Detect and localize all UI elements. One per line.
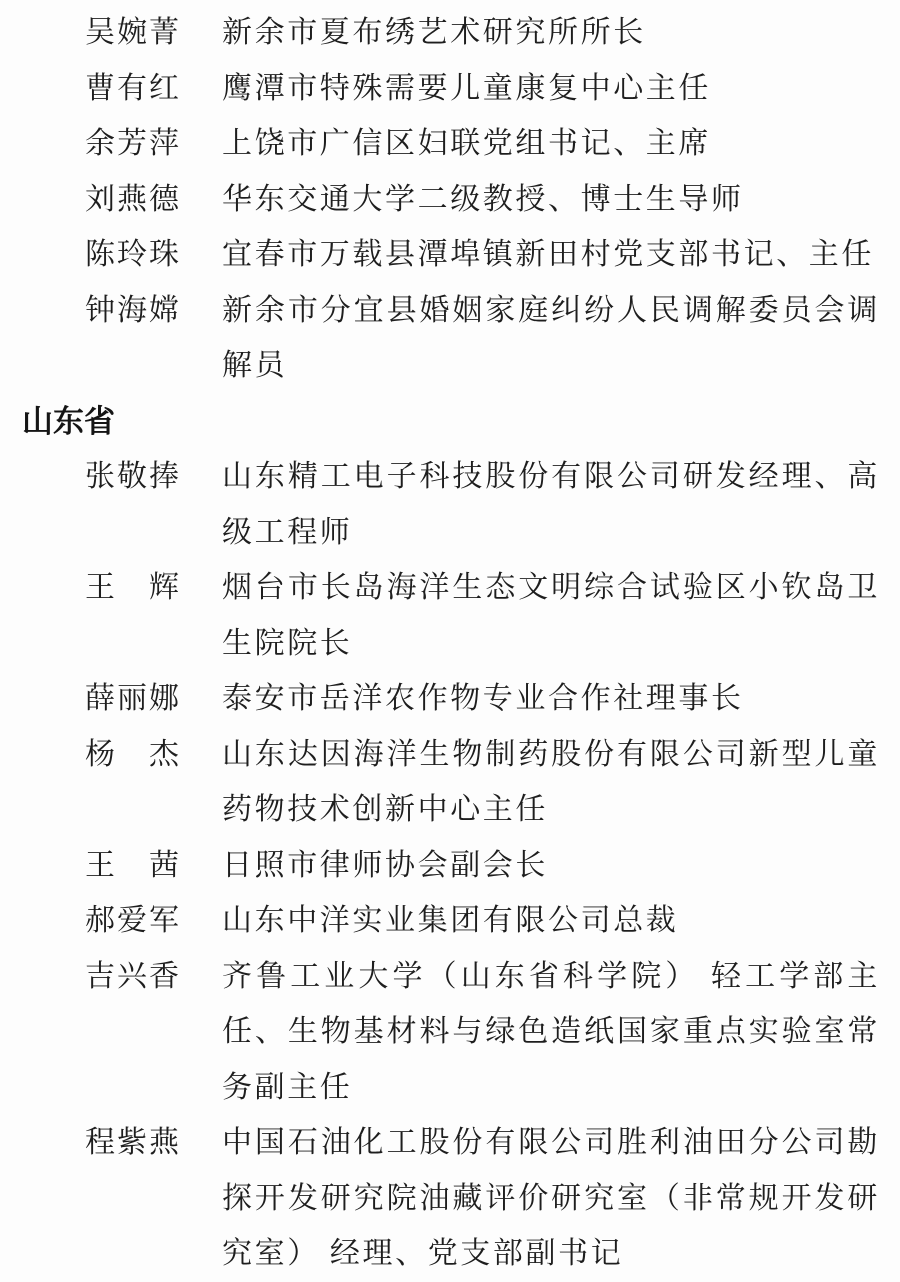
honoree-title: 鹰潭市特殊需要儿童康复中心主任 — [222, 71, 711, 105]
honoree-name: 杨 杰 — [85, 737, 181, 771]
honoree-row — [0, 449, 900, 560]
honoree-row — [0, 949, 900, 1116]
honoree-title: 宜春市万载县潭埠镇新田村党支部书记、主任 — [222, 238, 874, 271]
honoree-name: 陈玲珠 — [85, 238, 181, 271]
honoree-name: 薛丽娜 — [85, 682, 181, 715]
honoree-title: 烟台市长岛海洋生态文明综合试验区小钦岛卫生院院长 — [222, 571, 880, 660]
honoree-name: 张敬捧 — [85, 460, 181, 493]
honoree-row — [0, 560, 900, 671]
honoree-row — [0, 1115, 900, 1282]
honoree-name: 吉兴香 — [85, 959, 181, 993]
honoree-row — [0, 671, 900, 727]
honoree-name: 刘燕德 — [85, 182, 181, 216]
honoree-name: 吴婉菁 — [85, 16, 181, 49]
honoree-title: 新余市分宜县婚姻家庭纠纷人民调解委员会调解员 — [222, 293, 880, 382]
honoree-title: 新余市夏布绣艺术研究所所长 — [222, 16, 646, 49]
honoree-row — [0, 727, 900, 838]
honoree-title: 山东精工电子科技股份有限公司研发经理、高级工程师 — [222, 460, 880, 549]
honoree-title: 山东中洋实业集团有限公司总裁 — [222, 904, 679, 937]
honoree-row — [0, 227, 900, 283]
honoree-title: 华东交通大学二级教授、博士生导师 — [222, 182, 744, 216]
honoree-title: 日照市律师协会副会长 — [222, 848, 548, 882]
honoree-row — [0, 116, 900, 172]
honoree-row — [0, 61, 900, 117]
honoree-row — [0, 172, 900, 228]
honoree-row — [0, 5, 900, 61]
honoree-row — [0, 283, 900, 394]
honoree-title: 泰安市岳洋农作物专业合作社理事长 — [222, 682, 744, 715]
honoree-name: 钟海嫦 — [85, 293, 181, 327]
honoree-name: 程紫燕 — [85, 1126, 181, 1159]
honoree-name: 余芳萍 — [85, 127, 181, 160]
honoree-name: 王 茜 — [85, 848, 181, 882]
honoree-row — [0, 838, 900, 894]
honoree-name: 郝爱军 — [85, 904, 181, 937]
honoree-title: 山东达因海洋生物制药股份有限公司新型儿童药物技术创新中心主任 — [222, 737, 880, 826]
honoree-name: 王 辉 — [85, 571, 181, 604]
honoree-title: 中国石油化工股份有限公司胜利油田分公司勘探开发研究院油藏评价研究室（非常规开发研究室） 经理、党支部副书记 — [222, 1126, 880, 1270]
honoree-title: 上饶市广信区妇联党组书记、主席 — [222, 127, 711, 160]
honoree-name: 曹有红 — [85, 71, 181, 105]
honoree-title: 齐鲁工业大学（山东省科学院） 轻工学部主任、生物基材料与绿色造纸国家重点实验室常务副主任 — [222, 959, 880, 1104]
honoree-row — [0, 893, 900, 949]
province-section-header: 山东省 — [22, 403, 115, 439]
